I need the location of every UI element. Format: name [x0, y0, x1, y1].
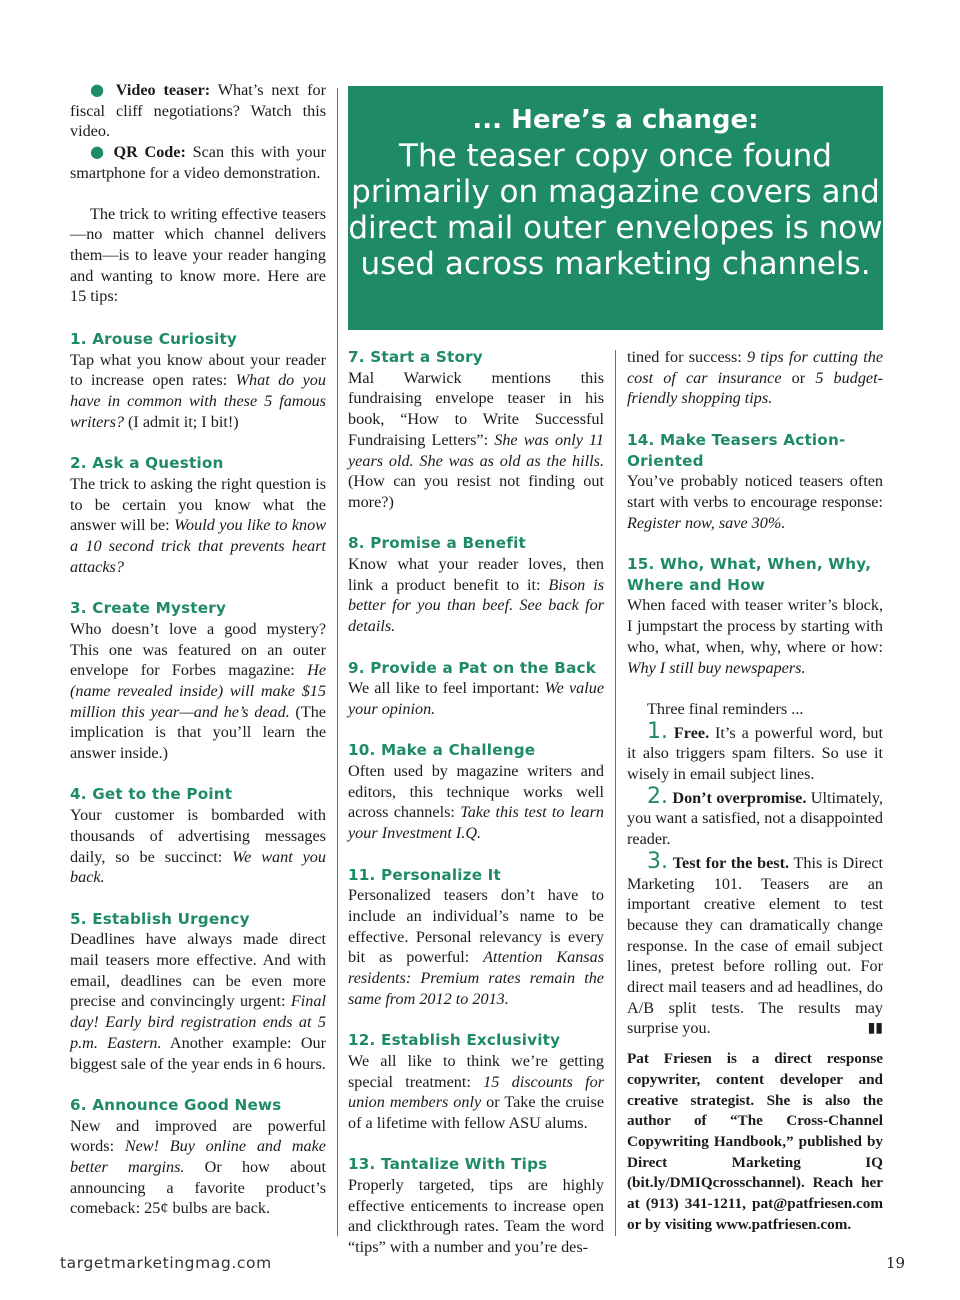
column-divider — [615, 350, 616, 1236]
end-mark-icon: ▮▮ — [867, 1020, 883, 1037]
tip-body: We all like to feel important: We value your opinion. — [348, 679, 604, 718]
bullet-qr-code — [70, 142, 326, 183]
tip-title: 12. Establish Exclusivity — [348, 1031, 561, 1050]
tip-title: 11. Personalize It — [348, 865, 501, 884]
column-3 — [627, 347, 883, 1235]
tip-body: Personalized teasers don’t have to include an individual’s name to be effective. Personal relevancy is every bit as powerful: Attention Kansas residents: Premium rates remain the same from 2012 to 2013. — [348, 886, 604, 1008]
pull-quote — [348, 86, 883, 330]
reminder-2: 2. Don’t overpromise. Ultimately, you want a satisfied, not a disappointed reader. — [627, 783, 883, 849]
tip-11 — [348, 865, 604, 1010]
tip-body: Deadlines have always made direct mail teasers more effective. And with email, deadlines can be even more precise and convincingly urgent: Final day! Early bird registration ends at 5 p.m. Eastern. Another example: Our biggest sale of the year ends in 6 hours. — [70, 930, 326, 1073]
intro-paragraph: The trick to writing effective teasers—no matter which channel delivers them—is to leave your reader hanging and wanting to know more. Here are 15 tips: — [70, 204, 326, 306]
reminders-intro: Three final reminders ... — [647, 699, 804, 718]
tip-title: 15. Who, What, When, Why, Where and How — [627, 555, 872, 594]
reminder-3: 3. Test for the best. This is Direct Marketing 101. Teasers are an important creative element to test because they can dramatically change response. In the case of email subject lines, pretest before rolling out. For direct mail teasers and ad headlines, do A/B split tests. The results may surprise you. ▮▮ — [627, 848, 883, 1038]
tip-body: Tap what you know about your reader to increase open rates: What do you have in common with these 5 famous writers? (I admit it; I bit!) — [70, 350, 326, 431]
tip-3 — [70, 598, 326, 764]
tip-body: The trick to asking the right question is to be certain you know what the answer will be: Would you like to know a 10 second trick that prevents heart attacks? — [70, 474, 326, 576]
tip-title: 14. Make Teasers Action-Oriented — [627, 430, 846, 470]
author-bio: Pat Friesen is a direct response copywriter, content developer and creative strategist. She is also the author of “The Cross-Channel Copywriting Handbook,” published by Direct Marketing IQ (bit.ly/DMIQcrosschannel). Reach her at (913) 341-1211, pat@patfriesen.com or by visiting www.patfriesen.com. — [627, 1050, 883, 1233]
tip-4 — [70, 784, 326, 888]
column-2 — [348, 347, 604, 1279]
tip-8 — [348, 533, 604, 637]
tip-body: Know what your reader loves, then link a product benefit to it: Bison is better for you than beef. See back for details. — [348, 555, 605, 636]
bullet-text: What’s next for fiscal cliff negotiations? Watch this video. — [70, 81, 327, 141]
column-1 — [70, 80, 326, 1240]
tip-12 — [348, 1030, 604, 1134]
bullet-video-teaser — [70, 80, 326, 142]
tip-title: 8. Promise a Benefit — [348, 534, 526, 553]
tip-body: Mal Warwick mentions this fundraising envelope teaser in his book, “How to Write Successful Fundraising Letters”: She was only 11 years old. She was as old as the hills. (How can you resist not finding out more?) — [348, 368, 605, 511]
tip-body: Often used by magazine writers and editors, this technique works well across channels: Take this test to learn your Investment I.Q. — [348, 762, 604, 843]
tip-7 — [348, 347, 604, 513]
tip-14 — [627, 430, 883, 534]
tip-1 — [70, 329, 326, 433]
tip-body: When faced with teaser writer’s block, I jumpstart the process by starting with who, what, when, why, where or how: Why I still buy newspapers. — [627, 596, 883, 677]
tip-title: 9. Provide a Pat on the Back — [348, 658, 597, 677]
tip-title: 3. Create Mystery — [70, 599, 227, 618]
tip-title: 2. Ask a Question — [70, 454, 224, 473]
tip-body: Who doesn’t love a good mystery? This one was featured on an outer envelope for Forbes magazine: He (name revealed inside) will make $15 million this year—and he’s dead. (The implication is that you’ll learn the answer inside.) — [70, 619, 326, 763]
tip-title: 6. Announce Good News — [70, 1095, 282, 1114]
tip-10 — [348, 740, 604, 844]
column-divider — [337, 88, 338, 1236]
tip-15 — [627, 554, 883, 678]
tip-body: We all like to think we’re getting special treatment: 15 discounts for union members only or Take the cruise of a lifetime with fellow ASU alums. — [348, 1051, 605, 1132]
tip-2 — [70, 453, 326, 577]
bullet-label: Video teaser: — [115, 81, 211, 99]
tip-body: Your customer is bombarded with thousands of advertising messages daily, so be succinct: We want you back. — [70, 806, 326, 887]
bullet-label: QR Code: — [113, 143, 186, 162]
footer-site: targetmarketingmag.com — [60, 1254, 272, 1272]
tip-body: New and improved are powerful words: New! Buy online and make better margins. Or how about announcing a favorite product’s comeback: 25¢ bulbs are back. — [70, 1116, 327, 1218]
tip-title: 13. Tantalize With Tips — [348, 1155, 548, 1174]
page-number: 19 — [886, 1254, 906, 1272]
reminder-1: 1. Free. It’s a powerful word, but it also triggers spam filters. So use it wisely in email subject lines. — [627, 718, 883, 784]
tip-body: Properly targeted, tips are highly effective enticements to increase open and clickthrough rates. Team the word “tips” with a number and you’re des- — [348, 1176, 604, 1257]
tip-6 — [70, 1095, 326, 1219]
bullet-dot-icon: ● — [90, 80, 108, 99]
pull-quote-head: ... Here’s a change: — [472, 105, 759, 135]
final-reminders — [627, 699, 883, 1039]
tip-13 — [348, 1154, 604, 1258]
tip-body: You’ve probably noticed teasers often start with verbs to encourage response: Register now, save 30%. — [627, 472, 883, 532]
tip-title: 5. Establish Urgency — [70, 909, 250, 928]
tip-title: 1. Arouse Curiosity — [70, 330, 238, 349]
tip-5 — [70, 909, 326, 1075]
tip-title: 10. Make a Challenge — [348, 741, 536, 760]
tip-9 — [348, 658, 604, 720]
tip-title: 7. Start a Story — [348, 348, 483, 366]
bullet-dot-icon: ● — [90, 142, 107, 162]
tip-title: 4. Get to the Point — [70, 785, 233, 804]
bullet-text: Scan this with your smartphone for a video demonstration. — [70, 143, 327, 182]
pull-quote-body: The teaser copy once found primarily on magazine covers and direct mail outer envelopes is now used across marketing channels. — [348, 138, 883, 282]
tip-13-continued: tined for success: 9 tips for cutting the cost of car insurance or 5 budget-friendly shopping tips. — [627, 348, 884, 408]
